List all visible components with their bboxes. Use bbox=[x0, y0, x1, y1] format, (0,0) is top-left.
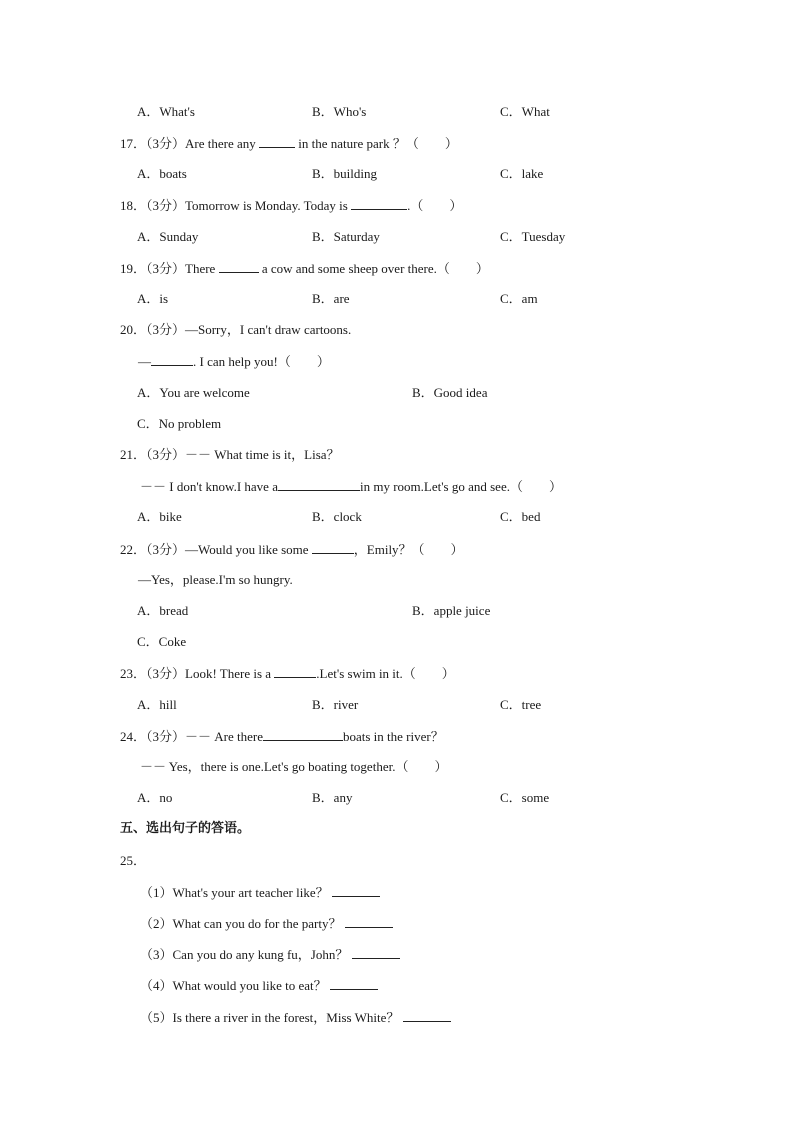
q17-text-end: in the nature park ？（ ） bbox=[295, 136, 458, 151]
q18-text-end: .（ ） bbox=[407, 198, 463, 213]
q23-option-a: A．hill bbox=[137, 697, 177, 712]
q25-item-2-blank bbox=[345, 915, 393, 928]
q24-blank bbox=[263, 728, 343, 741]
q18-option-a: A．Sunday bbox=[137, 229, 199, 244]
q18-text: 18．（3分）Tomorrow is Monday. Today is bbox=[120, 198, 348, 213]
q25-item-5-blank bbox=[403, 1009, 451, 1022]
q19-option-a: A．is bbox=[137, 291, 169, 306]
q25-item-5-text: （5）Is there a river in the forest，Miss White？ bbox=[140, 1010, 400, 1025]
q24-text: 24．（3分）－－ Are there bbox=[120, 729, 263, 744]
question-20: 20．（3分）—Sorry，I can't draw cartoons. bbox=[120, 322, 352, 337]
section-5-title: 五、选出句子的答语。 bbox=[120, 821, 251, 836]
q20-blank bbox=[151, 353, 193, 366]
q19-blank bbox=[219, 260, 259, 273]
q25-item-3-blank bbox=[352, 946, 400, 959]
q20-dash: — bbox=[138, 354, 151, 369]
q25-item-4-text: （4）What would you like to eat？ bbox=[140, 978, 327, 993]
q25-item-4 bbox=[140, 977, 378, 994]
q22-text: 22．（3分）—Would you like some bbox=[120, 542, 309, 557]
q20-option-a: A．You are welcome bbox=[137, 385, 250, 400]
q18-option-b: B．Saturday bbox=[312, 229, 380, 244]
q25-item-5 bbox=[140, 1009, 451, 1026]
q25-item-2-text: （2）What can you do for the party？ bbox=[140, 916, 342, 931]
question-21: 21．（3分）－－ What time is it，Lisa？ bbox=[120, 447, 340, 462]
q19-text-end: a cow and some sheep over there.（ ） bbox=[258, 261, 489, 276]
q16-option-a: A．What's bbox=[137, 104, 195, 119]
q25-item-1-text: （1）What's your art teacher like？ bbox=[140, 885, 329, 900]
q24-option-c: C．some bbox=[500, 790, 550, 805]
q17-option-c: C．lake bbox=[500, 166, 544, 181]
q23-text: 23．（3分）Look! There is a bbox=[120, 666, 272, 681]
q21-text-end: in my room.Let's go and see.（ ） bbox=[359, 479, 562, 494]
q21-option-c: C．bed bbox=[500, 509, 541, 524]
q18-blank bbox=[351, 197, 407, 210]
q22-option-a: A．bread bbox=[137, 603, 189, 618]
question-22 bbox=[120, 541, 464, 558]
q21-blank bbox=[278, 478, 360, 491]
q24-reply: －－ Yes，there is one.Let's go boating together.（ ） bbox=[140, 759, 448, 774]
question-25-number: 25． bbox=[120, 853, 147, 868]
q17-option-a: A．boats bbox=[137, 166, 187, 181]
q21-reply bbox=[140, 478, 562, 495]
q24-option-b: B．any bbox=[312, 790, 353, 805]
q22-option-c: C．Coke bbox=[137, 634, 187, 649]
q19-option-c: C．am bbox=[500, 291, 538, 306]
question-19 bbox=[120, 260, 489, 277]
q25-item-1-blank bbox=[332, 884, 380, 897]
q22-option-b: B．apple juice bbox=[412, 603, 491, 618]
question-18 bbox=[120, 197, 462, 214]
question-17 bbox=[120, 135, 458, 152]
q17-blank bbox=[259, 135, 295, 148]
q22-reply: —Yes，please.I'm so hungry. bbox=[138, 572, 293, 587]
q23-blank bbox=[274, 665, 316, 678]
q25-item-2 bbox=[140, 915, 393, 932]
q23-option-c: C．tree bbox=[500, 697, 542, 712]
q17-option-b: B．building bbox=[312, 166, 378, 181]
q19-text: 19．（3分）There bbox=[120, 261, 216, 276]
q23-option-b: B．river bbox=[312, 697, 359, 712]
q25-item-4-blank bbox=[330, 977, 378, 990]
q25-item-1 bbox=[140, 884, 380, 901]
q19-option-b: B．are bbox=[312, 291, 350, 306]
q25-item-3 bbox=[140, 946, 400, 963]
q20-text-end: . I can help you!（ ） bbox=[193, 354, 330, 369]
question-23 bbox=[120, 665, 455, 682]
q25-item-3-text: （3）Can you do any kung fu，John？ bbox=[140, 947, 349, 962]
q20-option-c: C．No problem bbox=[137, 416, 222, 431]
q21-text: －－ I don't know.I have a bbox=[140, 479, 278, 494]
q16-option-c: C．What bbox=[500, 104, 550, 119]
q21-option-b: B．clock bbox=[312, 509, 362, 524]
q18-option-c: C．Tuesday bbox=[500, 229, 566, 244]
q17-text: 17．（3分）Are there any bbox=[120, 136, 256, 151]
q16-option-b: B．Who's bbox=[312, 104, 367, 119]
q22-blank bbox=[312, 541, 354, 554]
question-24 bbox=[120, 728, 444, 745]
q24-text-end: boats in the river？ bbox=[342, 729, 444, 744]
q24-option-a: A．no bbox=[137, 790, 173, 805]
q23-text-end: .Let's swim in it.（ ） bbox=[316, 666, 455, 681]
q20-reply bbox=[138, 353, 330, 370]
q20-option-b: B．Good idea bbox=[412, 385, 488, 400]
q22-text-end: ，Emily？（ ） bbox=[353, 542, 464, 557]
q21-option-a: A．bike bbox=[137, 509, 182, 524]
